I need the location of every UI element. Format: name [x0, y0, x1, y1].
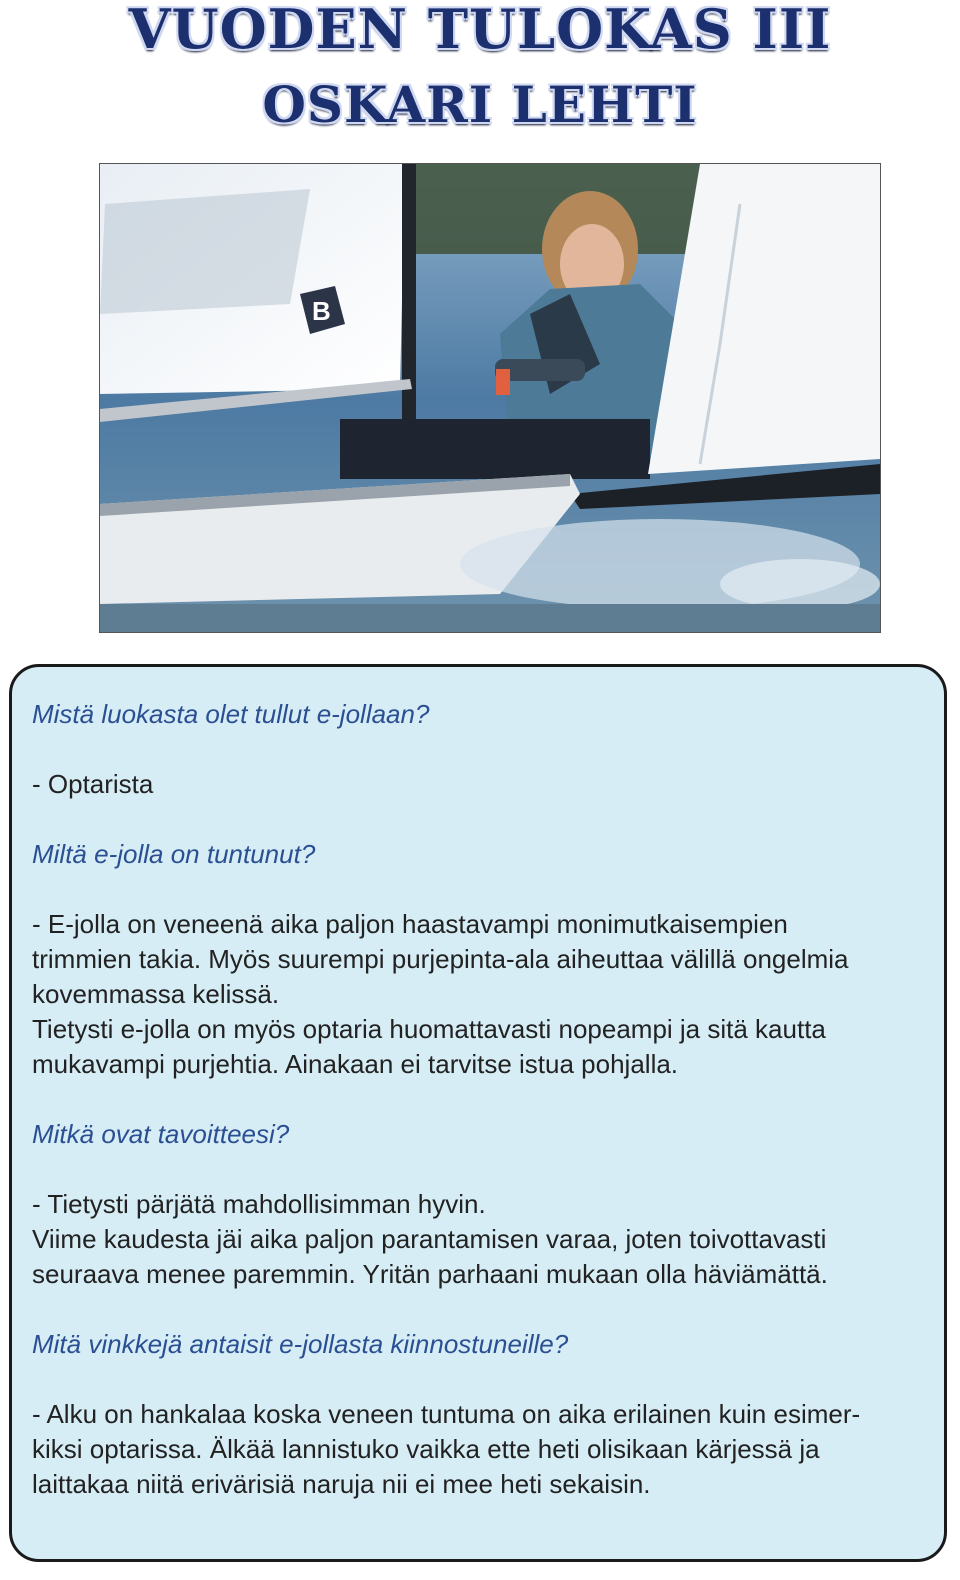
question-3: Mitkä ovat tavoitteesi?	[32, 1119, 290, 1149]
answer-3-line-2: Viime kaudesta jäi aika paljon parantamisen varaa, joten toivottavasti	[32, 1224, 827, 1254]
answer-4-line-3: laittakaa niitä erivärisiä naruja nii ei mee heti sekaisin.	[32, 1469, 651, 1499]
sailing-photo-illustration	[100, 164, 880, 632]
sail-number: B	[312, 296, 331, 326]
spray	[720, 559, 880, 609]
water-foreground	[100, 604, 880, 632]
answer-3-line-3: seuraava menee paremmin. Yritän parhaani mukaan olla häviämättä.	[32, 1259, 828, 1289]
sail-shadow	[100, 189, 310, 314]
question-2: Miltä e-jolla on tuntunut?	[32, 839, 316, 869]
question-4: Mitä vinkkejä antaisit e-jollasta kiinnostuneille?	[32, 1329, 569, 1359]
answer-2-line-1: - E-jolla on veneenä aika paljon haastavampi monimutkaisempien	[32, 909, 788, 939]
answer-4-line-1: - Alku on hankalaa koska veneen tuntuma on aika erilainen kuin esimer-	[32, 1399, 861, 1429]
answer-2-line-4: Tietysti e-jolla on myös optaria huomattavasti nopeampi ja sitä kautta	[32, 1014, 826, 1044]
title-line-1: VUODEN TULOKAS III	[128, 0, 832, 61]
interview-box	[9, 664, 947, 1562]
sailing-photo	[99, 163, 881, 633]
answer-2-line-2: trimmien takia. Myös suurempi purjepinta-ala aiheuttaa välillä ongelmia	[32, 944, 849, 974]
answer-2-line-5: mukavampi purjehtia. Ainakaan ei tarvitse istua pohjalla.	[32, 1049, 679, 1079]
title-line-2: OSKARI LEHTI	[262, 75, 698, 134]
answer-1-line-1: - Optarista	[32, 769, 154, 799]
answer-4-line-2: kiksi optarissa. Älkää lannistuko vaikka ette heti olisikaan kärjessä ja	[32, 1434, 820, 1464]
answer-3-line-1: - Tietysti pärjätä mahdollisimman hyvin.	[32, 1189, 486, 1219]
answer-2-line-3: kovemmassa kelissä.	[32, 979, 280, 1009]
question-1: Mistä luokasta olet tullut e-jollaan?	[32, 699, 430, 729]
